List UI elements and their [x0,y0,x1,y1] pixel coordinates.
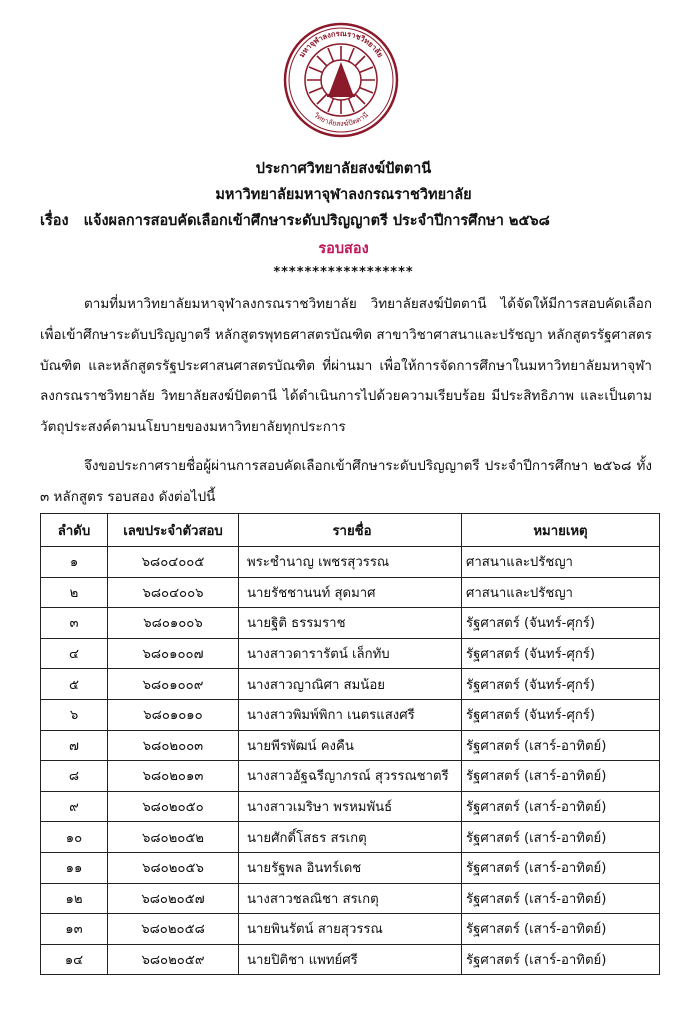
exam-id: ๖๘๐๒๐๕๖ [108,852,239,883]
program-remark: รัฐศาสตร์ (เสาร์-อาทิตย์) [462,730,660,761]
program-remark: รัฐศาสตร์ (เสาร์-อาทิตย์) [462,883,660,914]
row-number: ๑๓ [41,914,108,945]
program-remark: ศาสนาและปรัชญา [462,577,660,608]
program-remark: รัฐศาสตร์ (จันทร์-ศุกร์) [462,669,660,700]
applicant-name: นางสาวชลณิชา สรเกตุ [239,883,462,914]
exam-id: ๖๘๐๑๐๐๙ [108,669,239,700]
program-remark: รัฐศาสตร์ (เสาร์-อาทิตย์) [462,914,660,945]
program-remark: ศาสนาและปรัชญา [462,547,660,578]
applicant-name: นางสาวพิมพ์พิกา เนตรแสงศรี [239,699,462,730]
round-label: รอบสอง [318,241,369,257]
row-number: ๙ [41,791,108,822]
applicant-name: นางสาวญาณิศา สมน้อย [239,669,462,700]
row-number: ๑ [41,547,108,578]
table-row [41,730,660,761]
row-number: ๒ [41,577,108,608]
body-paragraph-1: ตามที่มหาวิทยาลัยมหาจุฬาลงกรณราชวิทยาลัย วิทยาลัยสงฆ์ปัตตานี ได้จัดให้มีการสอบคัดเลือกเพื่อเข้าศึกษาระดับปริญญาตรี หลักสูตรพุทธศาสตรบัณฑิต สาขาวิชาศาสนาและปรัชญา หลักสูตรรัฐศาสตรบัณฑิต และหลักสูตรรัฐประศาสนศาสตรบัณฑิต ที่ผ่านมา เพื่อให้การจัดการศึกษาในมหาวิทยาลัยมหาจุฬาลงกรณราชวิทยาลัย วิทยาลัยสงฆ์ปัตตานี ได้ดำเนินการไปด้วยความเรียบร้อย มีประสิทธิภาพ และเป็นตามวัตถุประสงค์ตามนโยบายของมหาวิทยาลัยทุกประการ [40,296,652,436]
row-number: ๔ [41,638,108,669]
applicant-name: นายฐิติ ธรรมราช [239,608,462,639]
row-number: ๕ [41,669,108,700]
program-remark: รัฐศาสตร์ (เสาร์-อาทิตย์) [462,791,660,822]
table-row [41,944,660,975]
program-remark: รัฐศาสตร์ (จันทร์-ศุกร์) [462,699,660,730]
row-number: ๑๔ [41,944,108,975]
program-remark: รัฐศาสตร์ (เสาร์-อาทิตย์) [462,944,660,975]
university-name: มหาวิทยาลัยมหาจุฬาลงกรณราชวิทยาลัย [215,187,472,203]
row-number: ๑๑ [41,852,108,883]
applicant-name: นายปิติชา แพทย์ศรี [239,944,462,975]
exam-id: ๖๘๐๒๐๕๙ [108,944,239,975]
row-number: ๘ [41,761,108,792]
results-table [40,513,660,975]
column-header-remark: หมายเหตุ [462,514,660,547]
applicant-name: นายศักดิ์โสธร สรเกตุ [239,822,462,853]
row-number: ๗ [41,730,108,761]
program-remark: รัฐศาสตร์ (จันทร์-ศุกร์) [462,638,660,669]
table-row [41,638,660,669]
applicant-name: พระชำนาญ เพชรสุวรรณ [239,547,462,578]
row-number: ๖ [41,699,108,730]
table-row [41,577,660,608]
exam-id: ๖๘๐๒๐๕๘ [108,914,239,945]
exam-id: ๖๘๐๑๐๐๗ [108,638,239,669]
program-remark: รัฐศาสตร์ (เสาร์-อาทิตย์) [462,852,660,883]
table-row [41,699,660,730]
seal-ring-text-bottom: วิทยาลัยสงฆ์ปัตตานี [312,110,370,129]
applicant-name: นางสาวอัฐฉรีญาภรณ์ สุวรรณชาตรี [239,761,462,792]
table-row [41,547,660,578]
program-remark: รัฐศาสตร์ (จันทร์-ศุกร์) [462,608,660,639]
exam-id: ๖๘๐๑๐๐๖ [108,608,239,639]
exam-id: ๖๘๐๔๐๐๖ [108,577,239,608]
body-paragraph-2: จึงขอประกาศรายชื่อผู้ผ่านการสอบคัดเลือกเข้าศึกษาระดับปริญญาตรี ประจำปีการศึกษา ๒๕๖๘ ทั้ง ๓ หลักสูตร รอบสอง ดังต่อไปนี้ [40,458,652,505]
row-number: ๑๐ [41,822,108,853]
table-row [41,914,660,945]
college-seal-logo [283,22,399,138]
row-number: ๓ [41,608,108,639]
applicant-name: นางสาวดารารัตน์ เล็กทับ [239,638,462,669]
exam-id: ๖๘๐๔๐๐๕ [108,547,239,578]
row-number: ๑๒ [41,883,108,914]
exam-id: ๖๘๐๑๐๑๐ [108,699,239,730]
applicant-name: นายพีรพัฒน์ คงคืน [239,730,462,761]
table-row [41,852,660,883]
seal-ring-text-top: มหาจุฬาลงกรณราชวิทยาลัย [297,28,385,60]
exam-id: ๖๘๐๒๐๐๓ [108,730,239,761]
applicant-name: นายรัฐพล อินทร์เดช [239,852,462,883]
column-header-exam-id: เลขประจำตัวสอบ [108,514,239,547]
program-remark: รัฐศาสตร์ (เสาร์-อาทิตย์) [462,761,660,792]
table-row [41,883,660,914]
table-body [41,547,660,975]
column-header-name: รายชื่อ [239,514,462,547]
table-header-row [41,514,660,547]
table-row [41,608,660,639]
subject-line [40,212,687,230]
exam-id: ๖๘๐๒๐๕๗ [108,883,239,914]
exam-id: ๖๘๐๒๐๑๓ [108,761,239,792]
applicant-name: นางสาวเมริษา พรหมพันธ์ [239,791,462,822]
exam-id: ๖๘๐๒๐๕๐ [108,791,239,822]
subject-text: แจ้งผลการสอบคัดเลือกเข้าศึกษาระดับปริญญาตรี ประจำปีการศึกษา ๒๕๖๘ [83,213,550,229]
stars-divider: ****************** [273,265,414,280]
announcement-title: ประกาศวิทยาลัยสงฆ์ปัตตานี [255,161,432,177]
table-row [41,791,660,822]
applicant-name: นายรัชชานนท์ สุดมาศ [239,577,462,608]
applicant-name: นายพินรัตน์ สายสุวรรณ [239,914,462,945]
column-header-number: ลำดับ [41,514,108,547]
program-remark: รัฐศาสตร์ (เสาร์-อาทิตย์) [462,822,660,853]
subject-label: เรื่อง [40,213,69,229]
table-row [41,822,660,853]
table-row [41,761,660,792]
table-row [41,669,660,700]
exam-id: ๖๘๐๒๐๕๒ [108,822,239,853]
